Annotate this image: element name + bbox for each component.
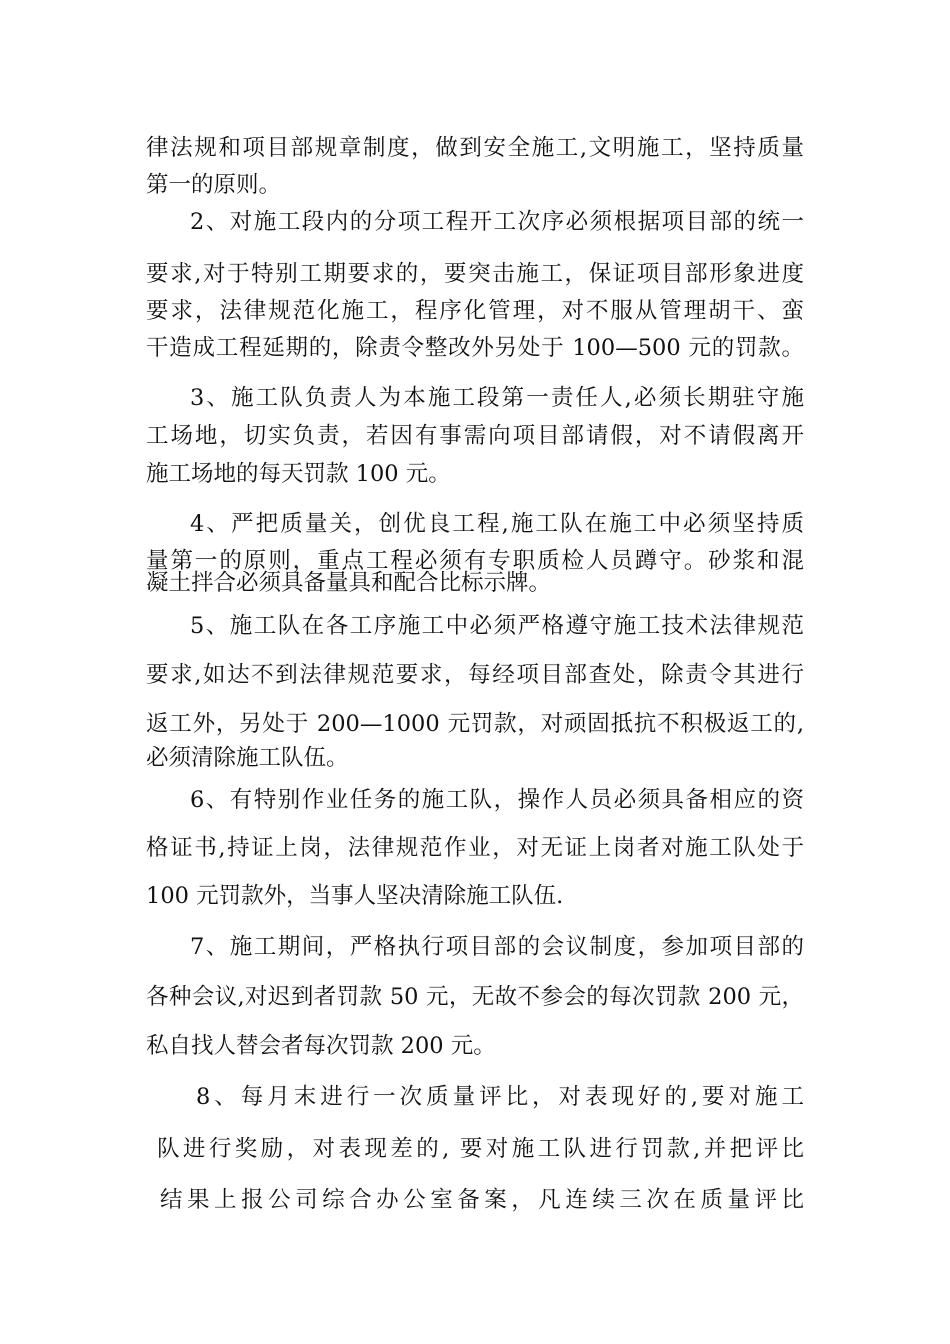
text-line: 工场地，切实负责，若因有事需向项目部请假，对不请假离开 bbox=[146, 423, 804, 449]
text-line: 4、严把质量关，创优良工程,施工队在施工中必须坚持质 bbox=[190, 511, 804, 537]
text-line: 各种会议,对迟到者罚款 50 元，无故不参会的每次罚款 200 元， bbox=[146, 984, 804, 1010]
text-line: 5、施工队在各工序施工中必须严格遵守施工技术法律规范 bbox=[190, 613, 804, 639]
text-line: 返工外，另处于 200—1000 元罚款，对顽固抵抗不积极返工的, bbox=[146, 711, 804, 737]
text-line: 律法规和项目部规章制度，做到安全施工,文明施工，坚持质量 bbox=[146, 135, 804, 161]
text-line: 6、有特别作业任务的施工队，操作人员必须具备相应的资 bbox=[190, 787, 804, 813]
text-line: 干造成工程延期的，除责令整改外另处于 100—500 元的罚款。 bbox=[146, 335, 804, 361]
text-line: 凝土拌合必须具备量具和配合比标示牌。 bbox=[146, 570, 552, 596]
text-line: 私自找人替会者每次罚款 200 元。 bbox=[146, 1033, 496, 1059]
text-line: 格证书,持证上岗，法律规范作业，对无证上岗者对施工队处于 bbox=[146, 835, 804, 861]
text-line: 量第一的原则，重点工程必须有专职质检人员蹲守。砂浆和混 bbox=[146, 548, 804, 574]
text-line: 8、每月末进行一次质量评比，对表现好的,要对施工 bbox=[196, 1084, 804, 1110]
text-line: 100 元罚款外，当事人坚决清除施工队伍. bbox=[146, 883, 564, 909]
text-line: 要求,如达不到法律规范要求，每经项目部查处，除责令其进行 bbox=[146, 662, 804, 688]
text-line: 第一的原则。 bbox=[146, 172, 282, 198]
text-line: 结果上报公司综合办公室备案，凡连续三次在质量评比 bbox=[160, 1187, 804, 1213]
text-line: 2、对施工段内的分项工程开工次序必须根据项目部的统一 bbox=[190, 209, 804, 235]
text-line: 3、施工队负责人为本施工段第一责任人,必须长期驻守施 bbox=[190, 385, 804, 411]
text-line: 必须清除施工队伍。 bbox=[146, 745, 349, 771]
text-line: 队进行奖励，对表现差的, 要对施工队进行罚款,并把评比 bbox=[157, 1136, 804, 1162]
text-line: 7、施工期间，严格执行项目部的会议制度，参加项目部的 bbox=[190, 934, 804, 960]
text-line: 施工场地的每天罚款 100 元。 bbox=[146, 461, 451, 487]
text-line: 要求，法律规范化施工，程序化管理，对不服从管理胡干、蛮 bbox=[146, 298, 804, 324]
text-line: 要求,对于特别工期要求的，要突击施工，保证项目部形象进度 bbox=[146, 261, 804, 287]
